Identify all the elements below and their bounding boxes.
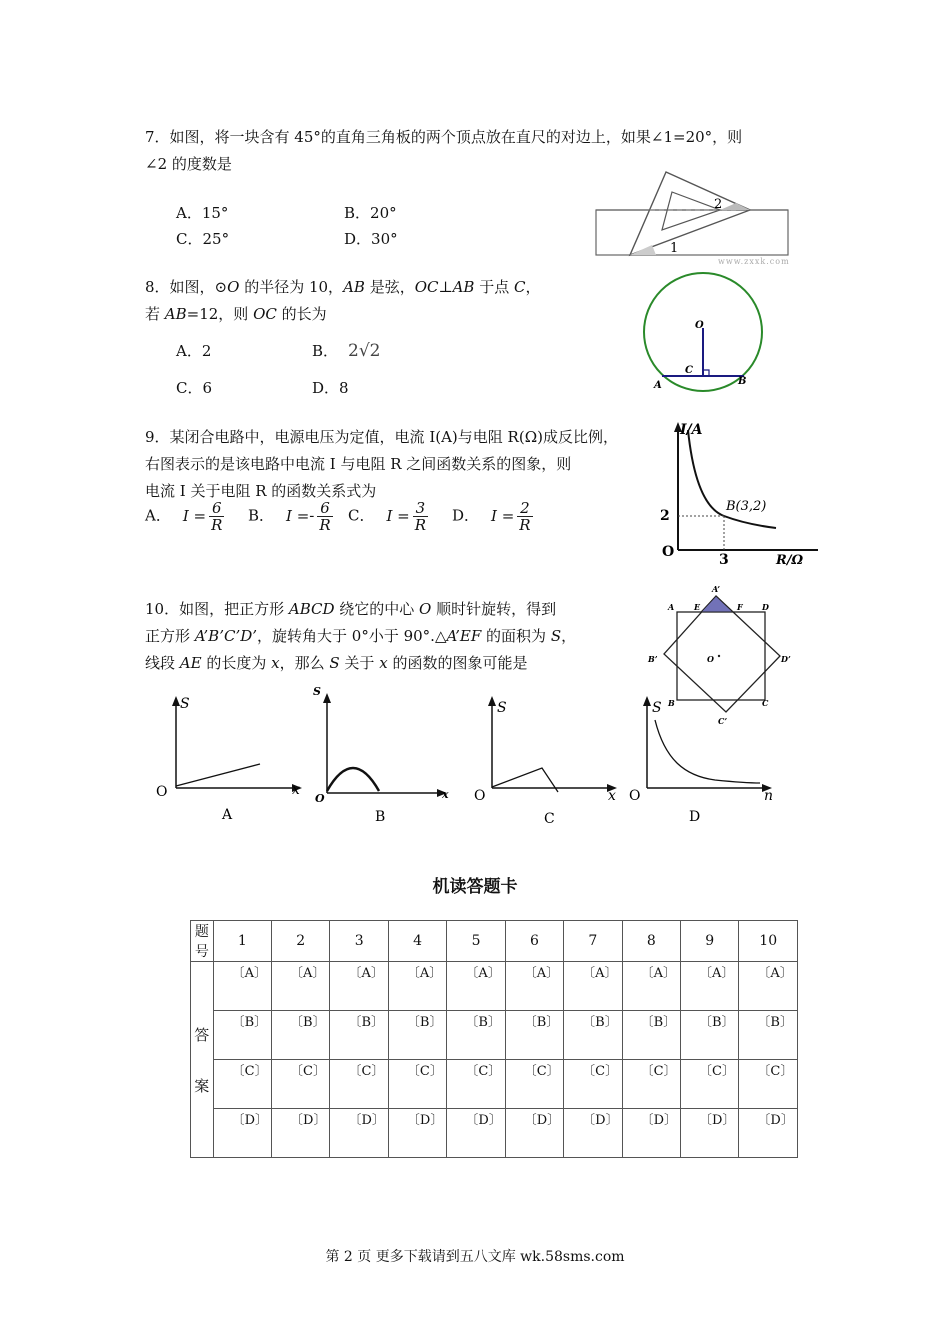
option-label: B． xyxy=(248,506,275,525)
graph-a-line xyxy=(176,764,260,786)
q7-figure-ruler-triangle xyxy=(590,170,800,270)
var-o: O xyxy=(419,600,432,618)
text: 的长为 xyxy=(276,305,327,323)
var-square: A’B’C’D’ xyxy=(194,627,258,645)
q9-ylabel: I/A xyxy=(680,422,703,438)
var-ae: AE xyxy=(179,654,202,672)
q10-stem xyxy=(145,596,576,677)
choice-bubble[interactable]: 〔A〕 xyxy=(330,962,388,1011)
q9-xlabel: R/Ω xyxy=(776,553,804,568)
text: 若 xyxy=(145,305,165,323)
header-number: 1 xyxy=(213,921,271,962)
text: ，那么 xyxy=(279,654,330,672)
q9-figure-graph xyxy=(650,418,825,568)
q8-label-c: C xyxy=(685,365,693,376)
q7-watermark: www.zxxk.com xyxy=(718,257,790,266)
q7-option-c[interactable]: C．25° xyxy=(176,230,230,248)
q10-label-d: D xyxy=(762,602,769,612)
q8-option-a[interactable]: A．2 xyxy=(176,342,212,360)
graph-b-label: B xyxy=(375,809,386,825)
q7-line1: 7．如图，将一块含有 45°的直角三角板的两个顶点放在直尺的对边上，如果∠1=20°，则 xyxy=(145,128,743,146)
page-footer: 第 2 页 更多下载请到五八文库 wk.58sms.com xyxy=(325,1249,625,1265)
sign: - xyxy=(309,506,315,525)
header-number: 7 xyxy=(564,921,622,962)
denominator: R xyxy=(319,516,331,534)
choice-bubble[interactable]: 〔B〕 xyxy=(447,1011,505,1060)
choice-bubble[interactable]: 〔C〕 xyxy=(447,1060,505,1109)
q8-option-b-label: B． xyxy=(312,342,339,360)
q8-label-a: A xyxy=(654,380,662,391)
text: 的长度为 xyxy=(201,654,272,672)
choice-bubble[interactable]: 〔D〕 xyxy=(213,1109,271,1158)
option-label: A． xyxy=(145,506,171,525)
q9-ytick: 2 xyxy=(660,508,670,524)
graph-d-ylabel: S xyxy=(652,700,662,716)
choice-bubble[interactable]: 〔A〕 xyxy=(739,962,798,1011)
choice-bubble[interactable]: 〔B〕 xyxy=(330,1011,388,1060)
header-number: 8 xyxy=(622,921,680,962)
choice-bubble[interactable]: 〔B〕 xyxy=(388,1011,446,1060)
numerator: 2 xyxy=(517,500,532,517)
text: 于点 xyxy=(474,278,514,296)
q8-figure-circle xyxy=(640,270,770,395)
fraction xyxy=(209,500,224,533)
text: 的函数的图象可能是 xyxy=(387,654,528,672)
choice-bubble[interactable]: 〔C〕 xyxy=(330,1060,388,1109)
q10-line1 xyxy=(145,596,576,623)
header-number: 6 xyxy=(505,921,563,962)
choice-bubble[interactable]: 〔A〕 xyxy=(388,962,446,1011)
choice-bubble[interactable]: 〔A〕 xyxy=(505,962,563,1011)
q9-option-a[interactable] xyxy=(145,500,227,533)
graph-b-ylabel: S xyxy=(313,685,321,698)
graph-b-parabola xyxy=(327,768,379,791)
answer-row-a xyxy=(191,962,798,1011)
q9-point-label: B(3,2) xyxy=(726,499,767,514)
q10-label-e: E xyxy=(694,602,701,612)
q9-line1: 9．某闭合电路中，电源电压为定值，电流 I(A)与电阻 R(Ω)成反比例， xyxy=(145,428,618,446)
choice-bubble[interactable]: 〔C〕 xyxy=(272,1060,330,1109)
denominator: R xyxy=(414,516,427,534)
triangle-aef xyxy=(701,596,733,612)
q10-graph-c[interactable] xyxy=(470,690,630,830)
choice-bubble[interactable]: 〔C〕 xyxy=(388,1060,446,1109)
choice-bubble[interactable]: 〔D〕 xyxy=(388,1109,446,1158)
text: ， xyxy=(525,278,541,296)
q7-angle2-label: 2 xyxy=(714,197,723,212)
graph-c-label: C xyxy=(544,811,555,827)
answer-card-table xyxy=(190,920,798,1158)
var-x: x xyxy=(379,654,388,672)
numerator: 3 xyxy=(413,500,428,517)
q10-label-a: A xyxy=(668,602,675,612)
angle2-mark xyxy=(720,203,750,210)
header-number: 2 xyxy=(272,921,330,962)
header-number: 5 xyxy=(447,921,505,962)
choice-bubble[interactable]: 〔D〕 xyxy=(505,1109,563,1158)
choice-bubble[interactable]: 〔C〕 xyxy=(739,1060,798,1109)
text: ⊥ xyxy=(438,278,453,296)
graph-a-label: A xyxy=(222,807,233,823)
q10-graph-b[interactable] xyxy=(305,685,465,830)
text: 绕它的中心 xyxy=(334,600,420,618)
var-ab: AB xyxy=(343,278,365,296)
q7-option-b[interactable]: B．20° xyxy=(344,204,397,222)
q10-label-b1: B’ xyxy=(648,654,658,664)
q9-option-d[interactable] xyxy=(452,500,536,533)
text: 正方形 xyxy=(145,627,195,645)
choice-bubble[interactable]: 〔B〕 xyxy=(505,1011,563,1060)
triangle-outer xyxy=(630,172,750,255)
choice-bubble[interactable]: 〔B〕 xyxy=(564,1011,622,1060)
q8-line1 xyxy=(145,274,541,301)
text: 8．如图，⊙ xyxy=(145,278,228,296)
graph-d-origin: O xyxy=(629,788,641,804)
choice-bubble[interactable]: 〔A〕 xyxy=(447,962,505,1011)
text: 的面积为 xyxy=(481,627,551,645)
q8-option-b[interactable] xyxy=(312,340,381,361)
choice-bubble[interactable]: 〔D〕 xyxy=(739,1109,798,1158)
answer-row-label xyxy=(191,962,214,1158)
q8-label-o: O xyxy=(695,320,704,331)
q9-line3: 电流 I 关于电阻 R 的函数关系式为 xyxy=(145,482,377,500)
text: 线段 xyxy=(145,654,180,672)
header-number: 9 xyxy=(681,921,739,962)
choice-bubble[interactable]: 〔A〕 xyxy=(564,962,622,1011)
graph-d-label: D xyxy=(689,809,701,825)
graph-c-ylabel: S xyxy=(497,700,507,716)
choice-bubble[interactable]: 〔D〕 xyxy=(330,1109,388,1158)
header-number: 3 xyxy=(330,921,388,962)
choice-bubble[interactable]: 〔B〕 xyxy=(739,1011,798,1060)
graph-b-xlabel: x xyxy=(442,788,449,801)
fraction xyxy=(413,500,428,533)
choice-bubble[interactable]: 〔A〕 xyxy=(213,962,271,1011)
answer-row-d xyxy=(191,1109,798,1158)
text: 的半径为 10， xyxy=(239,278,344,296)
var-x: x xyxy=(271,654,280,672)
answer-card-title: 机读答题卡 xyxy=(432,877,518,897)
var-abcd: ABCD xyxy=(288,600,335,618)
header-number: 10 xyxy=(739,921,798,962)
choice-bubble[interactable]: 〔C〕 xyxy=(681,1060,739,1109)
q10-line2 xyxy=(145,623,576,650)
graph-c-xlabel: x xyxy=(608,788,616,804)
q10-label-c: C xyxy=(762,698,769,708)
lhs: I = xyxy=(182,506,207,525)
q10-label-d1: D’ xyxy=(781,654,791,664)
q10-graph-a[interactable] xyxy=(150,690,310,830)
q9-option-c[interactable] xyxy=(348,500,431,533)
fraction xyxy=(317,500,332,533)
choice-bubble[interactable]: 〔D〕 xyxy=(272,1109,330,1158)
text: ，旋转角大于 0°小于 90°.△ xyxy=(257,627,447,645)
choice-bubble[interactable]: 〔C〕 xyxy=(213,1060,271,1109)
q8-option-c[interactable]: C．6 xyxy=(176,379,213,397)
numerator: 6 xyxy=(317,500,332,517)
q10-graph-d[interactable] xyxy=(625,690,785,830)
lhs: I = xyxy=(286,506,310,525)
header-label: 题号 xyxy=(191,921,214,962)
text: ， xyxy=(561,627,577,645)
var-c: C xyxy=(514,278,526,296)
choice-bubble[interactable]: 〔B〕 xyxy=(213,1011,271,1060)
ruler xyxy=(596,210,788,255)
q10-line3 xyxy=(145,650,576,677)
choice-bubble[interactable]: 〔B〕 xyxy=(622,1011,680,1060)
q8-option-b-value: 2√2 xyxy=(348,341,381,361)
choice-bubble[interactable]: 〔B〕 xyxy=(681,1011,739,1060)
choice-bubble[interactable]: 〔B〕 xyxy=(272,1011,330,1060)
q9-xtick: 3 xyxy=(719,552,729,568)
var-ab: AB xyxy=(164,305,187,323)
text: 顺时针旋转，得到 xyxy=(431,600,557,618)
choice-bubble[interactable]: 〔D〕 xyxy=(564,1109,622,1158)
var-s: S xyxy=(329,654,340,672)
answer-row-c xyxy=(191,1060,798,1109)
answer-label-2: 案 xyxy=(194,1076,210,1095)
q7-line2: ∠2 的度数是 xyxy=(145,155,232,173)
answer-label-1: 答 xyxy=(194,1025,210,1044)
option-label: C． xyxy=(348,506,375,525)
text: 10．如图，把正方形 xyxy=(145,600,289,618)
denominator: R xyxy=(211,516,223,534)
header-number: 4 xyxy=(388,921,446,962)
header-row xyxy=(191,921,798,962)
lhs: I = xyxy=(386,506,410,525)
text: 是弦， xyxy=(364,278,415,296)
q7-option-d[interactable]: D．30° xyxy=(344,230,398,248)
q8-label-b: B xyxy=(738,376,747,387)
q8-stem xyxy=(145,274,541,328)
choice-bubble[interactable]: 〔C〕 xyxy=(564,1060,622,1109)
q8-option-d[interactable]: D．8 xyxy=(312,379,349,397)
q10-label-f: F xyxy=(737,602,743,612)
fraction xyxy=(517,500,532,533)
graph-a-origin: O xyxy=(156,784,168,800)
q7-angle1-label: 1 xyxy=(670,241,679,256)
choice-bubble[interactable]: 〔A〕 xyxy=(622,962,680,1011)
var-oc: OC xyxy=(253,305,277,323)
q9-line2: 右图表示的是该电路中电流 I 与电阻 R 之间函数关系的图象，则 xyxy=(145,455,572,473)
choice-bubble[interactable]: 〔C〕 xyxy=(622,1060,680,1109)
q8-line2 xyxy=(145,301,541,328)
q9-stem xyxy=(145,424,618,505)
var-aef: A’EF xyxy=(446,627,482,645)
var-s: S xyxy=(550,627,562,645)
graph-d-curve xyxy=(655,720,760,783)
graph-d-xlabel: n xyxy=(764,788,774,804)
graph-b-origin: O xyxy=(315,792,325,805)
var-ab: AB xyxy=(452,278,475,296)
q10-label-a1: A’ xyxy=(712,584,721,594)
graph-c-origin: O xyxy=(474,788,486,804)
q10-label-o: O xyxy=(707,654,714,664)
text: 关于 xyxy=(339,654,380,672)
q9-option-b[interactable] xyxy=(248,500,336,533)
graph-a-xlabel: x xyxy=(292,782,300,798)
choice-bubble[interactable]: 〔D〕 xyxy=(447,1109,505,1158)
choice-bubble[interactable]: 〔A〕 xyxy=(272,962,330,1011)
choice-bubble[interactable]: 〔C〕 xyxy=(505,1060,563,1109)
choice-bubble[interactable]: 〔D〕 xyxy=(681,1109,739,1158)
var-o: O xyxy=(227,278,240,296)
text: =12，则 xyxy=(186,305,254,323)
lhs: I = xyxy=(491,506,515,525)
q10-label-c1: C’ xyxy=(718,716,728,726)
graph-a-ylabel: S xyxy=(180,696,190,712)
var-oc: OC xyxy=(414,278,439,296)
option-label: D． xyxy=(452,506,480,525)
choice-bubble[interactable]: 〔D〕 xyxy=(622,1109,680,1158)
choice-bubble[interactable]: 〔A〕 xyxy=(681,962,739,1011)
q9-origin: O xyxy=(662,544,675,560)
center-o xyxy=(718,655,720,657)
denominator: R xyxy=(519,516,531,534)
answer-row-b xyxy=(191,1011,798,1060)
q10-label-b: B xyxy=(668,698,675,708)
q7-option-a[interactable]: A．15° xyxy=(176,204,229,222)
numerator: 6 xyxy=(209,500,224,517)
